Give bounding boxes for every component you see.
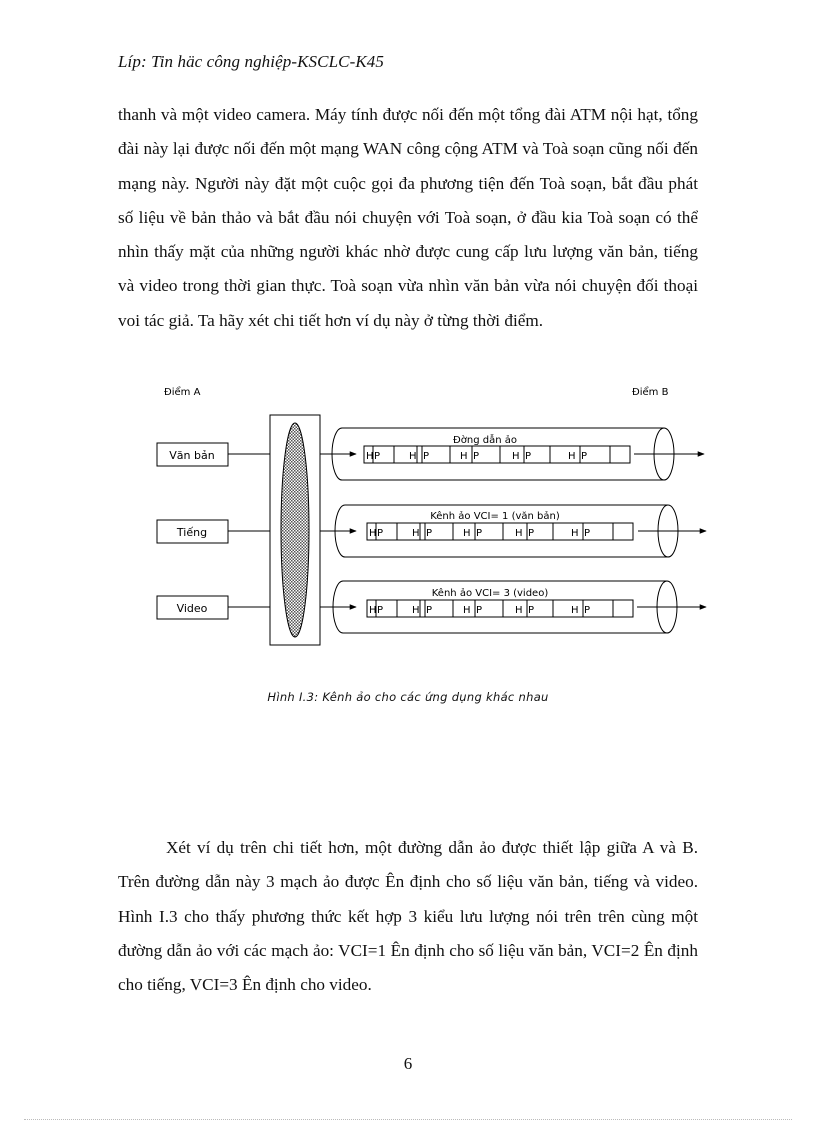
cell-payload: P	[374, 451, 381, 462]
virtual-path-pipe	[332, 428, 704, 480]
page-header: Líp: Tin häc công nghiệp-KSCLC-K45	[118, 52, 384, 71]
cell-payload: P	[581, 451, 588, 462]
cell-header: H	[463, 528, 471, 539]
cell-header: H	[463, 605, 471, 616]
cell-payload: P	[584, 528, 591, 539]
page-number: 6	[403, 1054, 413, 1073]
cell-payload: P	[377, 528, 384, 539]
cell-row-vci3	[367, 600, 633, 617]
footer-divider	[24, 1119, 792, 1120]
cell-header: H	[512, 451, 520, 462]
input-label-text: Văn bản	[169, 449, 215, 462]
body-paragraph-1: thanh và một video camera. Máy tính được nối đến một tổng đài ATM nội hạt, tổng đài này lại được nối đến một mạng WAN công cộng ATM và Toà soạn cũng nối đến mạng này. Người này đặt một cuộc gọi đa phương tiện đến Toà soạn, bắt đầu phát số liệu về bản thảo và bắt đầu nói chuyện với Toà soạn, ở đầu kia Toà soạn có thể nhìn thấy mặt của những người khác nhờ được cung cấp lưu lượng văn bản, tiếng và video trong thời gian thực. Toà soạn vừa nhìn văn bản vừa nói chuyện đối thoại voi tác giả. Ta hãy xét chi tiết hơn ví dụ này ở từng thời điểm.	[118, 105, 698, 330]
cell-header: H	[412, 605, 420, 616]
body-paragraph-2: Xét ví dụ trên chi tiết hơn, một đường dẫn ảo được thiết lập giữa A và B. Trên đường dẫn này 3 mạch ảo được Ên định cho số liệu văn bản, tiếng và video. Hình I.3 cho thấy phương thức kết hợp 3 kiểu lưu lượng nói trên trên cùng một đường dẫn ảo với các mạch ảo: VCI=1 Ên định cho số liệu văn bản, VCI=2 Ên định cho tiếng, VCI=3 Ên định cho video.	[118, 838, 698, 995]
channel-label-path: Đờng dẫn ảo	[453, 435, 517, 446]
cell-header: H	[369, 528, 377, 539]
cell-payload: P	[476, 605, 483, 616]
cell-header: H	[568, 451, 576, 462]
cell-header: H	[366, 451, 374, 462]
multiplexer	[270, 415, 320, 645]
virtual-channel-pipe-vci3	[333, 581, 706, 633]
cell-header: H	[460, 451, 468, 462]
channel-label-vci1: Kênh ảo VCI= 1 (văn bản)	[430, 511, 560, 522]
input-box-text	[157, 443, 228, 466]
cell-header: H	[515, 528, 523, 539]
cell-payload: P	[426, 605, 433, 616]
channel-label-vci3: Kênh ảo VCI= 3 (video)	[431, 588, 549, 599]
cell-payload: P	[476, 528, 483, 539]
point-a-label: Điểm A	[164, 387, 201, 398]
point-b-label: Điểm B	[632, 387, 669, 398]
cell-header: H	[412, 528, 420, 539]
cell-payload: P	[528, 528, 535, 539]
cell-payload: P	[528, 605, 535, 616]
cell-header: H	[571, 605, 579, 616]
cell-payload: P	[584, 605, 591, 616]
cell-row-path	[364, 446, 630, 463]
cell-payload: P	[473, 451, 480, 462]
cell-header: H	[515, 605, 523, 616]
cell-payload: P	[525, 451, 532, 462]
cell-payload: P	[423, 451, 430, 462]
input-label-video: Video	[176, 602, 208, 615]
cell-header: H	[369, 605, 377, 616]
figure-virtual-channels	[150, 380, 720, 655]
cell-header: H	[409, 451, 417, 462]
input-label-voice: Tiếng	[176, 526, 208, 539]
cell-header: H	[571, 528, 579, 539]
cell-row-vci1	[367, 523, 633, 540]
input-box-video	[157, 596, 228, 619]
virtual-channel-pipe-vci1	[335, 505, 706, 557]
figure-caption: Hình I.3: Kênh ảo cho các ứng dụng khác nhau	[267, 690, 549, 704]
cell-payload: P	[377, 605, 384, 616]
input-box-voice	[157, 520, 228, 543]
virtual-channel-diagram	[150, 380, 720, 655]
cell-payload: P	[426, 528, 433, 539]
